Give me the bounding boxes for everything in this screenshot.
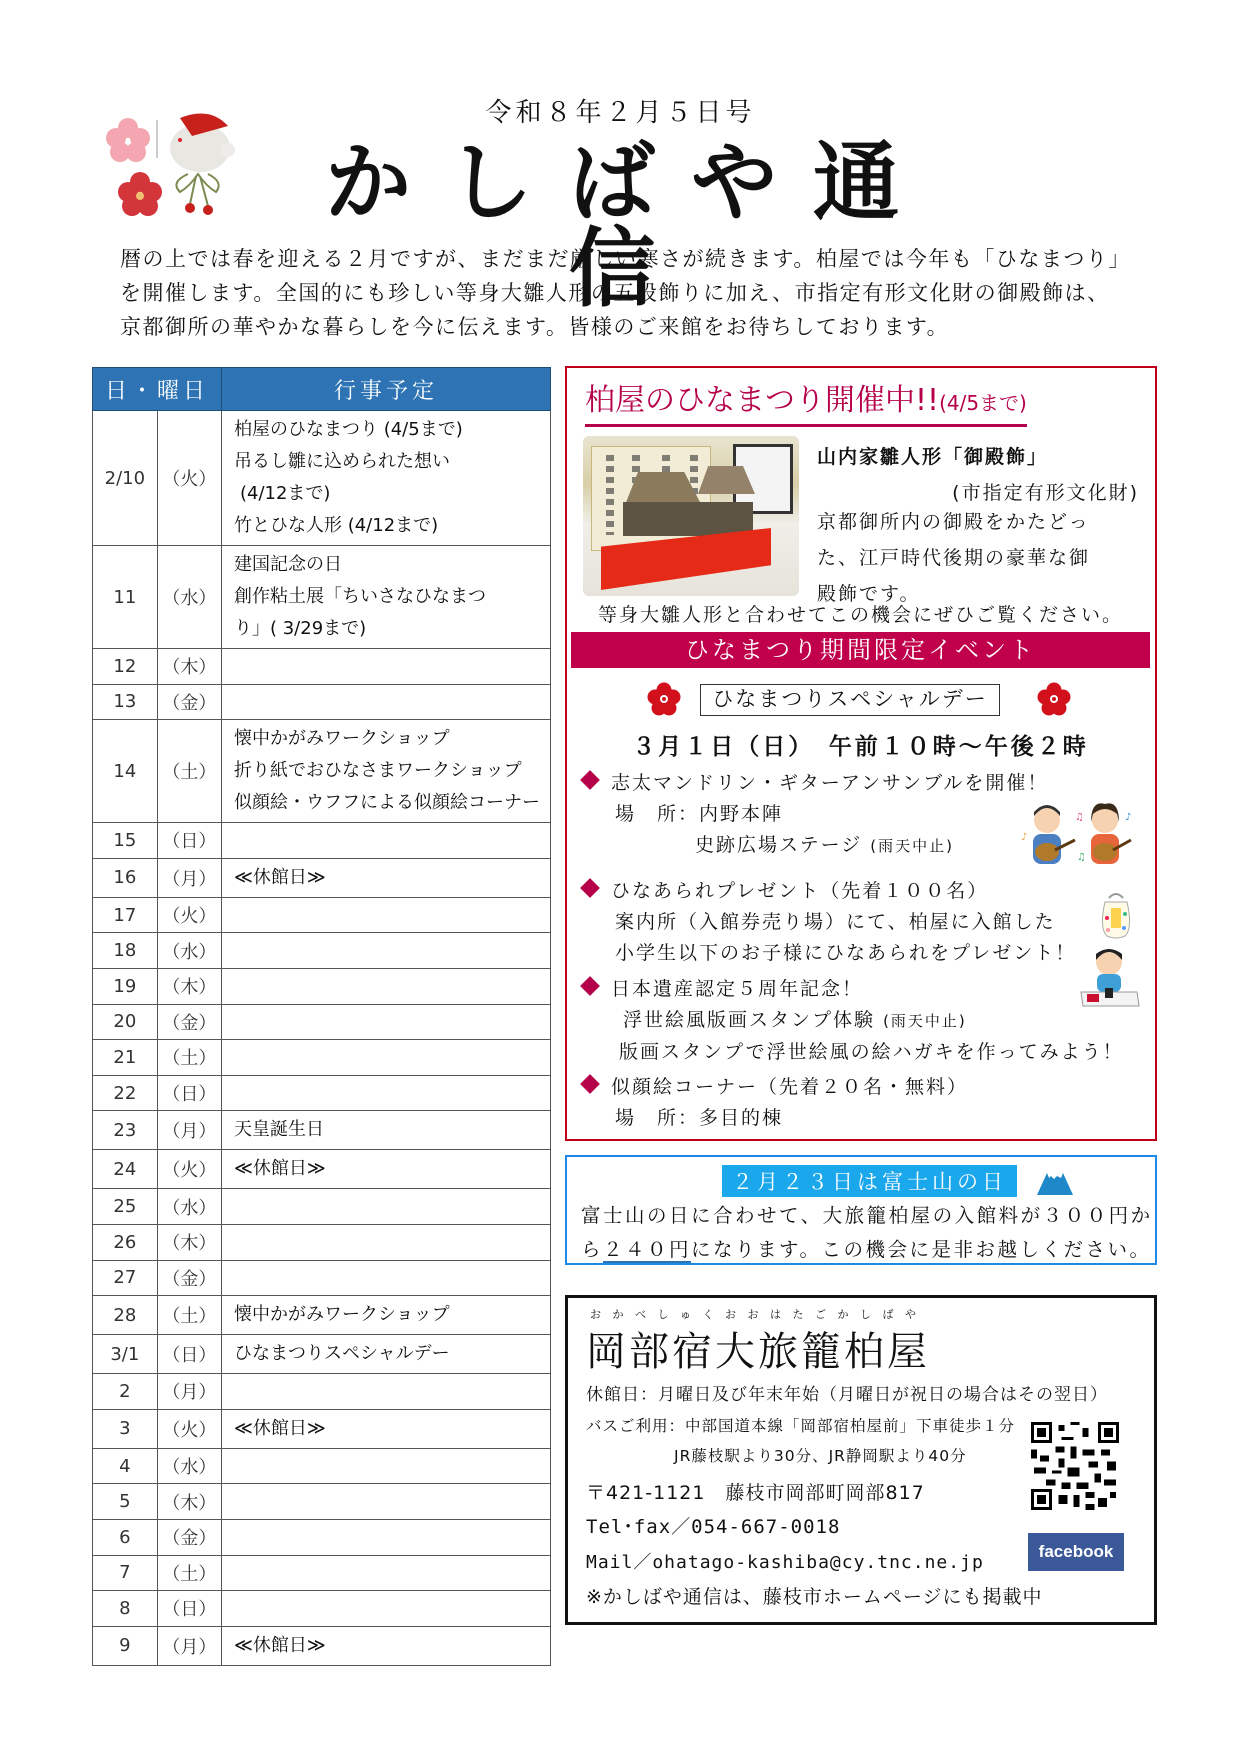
table-row xyxy=(93,1260,551,1296)
photo-caption-body xyxy=(817,504,1147,612)
events-cell xyxy=(221,649,550,685)
caption-line: 京都御所内の御殿をかたどっ xyxy=(817,511,1090,533)
weekday-cell: （木） xyxy=(157,968,221,1004)
intro-line: 暦の上では春を迎える２月ですが、まだまだ厳しい寒さが続きます。柏屋では今年も「ひなまつり」 xyxy=(120,247,1131,271)
event-item-title: 日本遺産認定５周年記念！ xyxy=(611,978,864,1000)
table-row xyxy=(93,1075,551,1111)
events-cell xyxy=(221,823,550,859)
weekday-cell: （木） xyxy=(157,649,221,685)
events-cell xyxy=(221,546,550,649)
event-schedule-table xyxy=(92,367,551,1666)
event-item-title: 志太マンドリン・ギターアンサンブルを開催！ xyxy=(611,772,1049,794)
table-row xyxy=(93,1626,551,1665)
date-cell: 14 xyxy=(93,720,158,823)
events-cell xyxy=(221,1519,550,1555)
table-row xyxy=(93,1591,551,1627)
date-cell: 28 xyxy=(93,1296,158,1335)
date-cell: 9 xyxy=(93,1626,158,1665)
weekday-cell: （木） xyxy=(157,1224,221,1260)
caption-line: た、江戸時代後期の豪華な御 xyxy=(817,547,1091,569)
events-cell xyxy=(221,1374,550,1410)
date-cell: 15 xyxy=(93,823,158,859)
events-cell xyxy=(221,1335,550,1374)
table-row xyxy=(93,649,551,685)
date-cell: 3 xyxy=(93,1409,158,1448)
event-item-hinaarare xyxy=(579,876,1076,969)
hinamatsuri-panel xyxy=(565,366,1157,1141)
special-day-time: ３月１日（日） 午前１０時～午後２時 xyxy=(632,734,1089,760)
column-header-date: 日・曜日 xyxy=(93,368,222,411)
date-cell: 27 xyxy=(93,1260,158,1296)
weekday-cell: （土） xyxy=(157,720,221,823)
table-row xyxy=(93,684,551,720)
date-cell: 13 xyxy=(93,684,158,720)
venue-info-panel xyxy=(565,1295,1157,1625)
fuji-text-fragment: になります。この機会に是非お越しください。 xyxy=(691,1238,1152,1261)
event-item-stamp xyxy=(579,974,1124,1068)
events-cell xyxy=(221,720,550,823)
email-link[interactable]: Mail／ohatago-kashiba@cy.tnc.ne.jp xyxy=(586,1552,984,1573)
event-item-line: 版画スタンプで浮世絵風の絵ハガキを作ってみよう！ xyxy=(619,1041,1124,1063)
table-row xyxy=(93,1189,551,1225)
event-item-mandolin xyxy=(579,768,1048,862)
svg-text:♪: ♪ xyxy=(1125,812,1132,823)
table-row xyxy=(93,1296,551,1335)
newsletter-title: かしばや通信 xyxy=(325,133,935,319)
weekday-cell: （日） xyxy=(157,823,221,859)
rain-note: (雨天中止) xyxy=(883,1012,967,1030)
event-entry: 竹とひな人形 (4/12まで) xyxy=(233,515,439,536)
weekday-cell: （月） xyxy=(157,1111,221,1150)
weekday-cell: （火） xyxy=(157,411,221,546)
intro-paragraph xyxy=(120,242,1130,344)
table-row xyxy=(93,1224,551,1260)
date-cell: 8 xyxy=(93,1591,158,1627)
weekday-cell: （土） xyxy=(157,1296,221,1335)
events-cell xyxy=(221,1189,550,1225)
date-cell: 2/10 xyxy=(93,411,158,546)
weekday-cell: （金） xyxy=(157,1260,221,1296)
event-item-portrait xyxy=(579,1072,968,1134)
special-day-label: ひなまつりスペシャルデー xyxy=(700,684,1000,716)
limited-event-banner: ひなまつり期間限定イベント xyxy=(571,632,1150,668)
svg-text:♫: ♫ xyxy=(1075,812,1084,823)
event-entry: 建国記念の日 xyxy=(233,554,342,575)
event-item-title: ひなあられプレゼント（先着１００名） xyxy=(611,880,989,902)
event-item-line: 小学生以下のお子様にひなあられをプレゼント！ xyxy=(615,942,1077,964)
date-cell: 7 xyxy=(93,1555,158,1591)
event-entry: り」( 3/29まで) xyxy=(233,618,367,639)
musicians-illustration xyxy=(1017,800,1135,870)
date-cell: 19 xyxy=(93,968,158,1004)
date-cell: 2 xyxy=(93,1374,158,1410)
table-row xyxy=(93,411,551,546)
weekday-cell: （金） xyxy=(157,684,221,720)
date-cell: 23 xyxy=(93,1111,158,1150)
table-row xyxy=(93,933,551,969)
event-item-line: 浮世絵風版画スタンプ体験 xyxy=(623,1009,876,1031)
table-row xyxy=(93,1111,551,1150)
qr-code-icon[interactable] xyxy=(1031,1422,1119,1510)
date-cell: 24 xyxy=(93,1150,158,1189)
event-item-line: 場 所：内野本陣 xyxy=(615,803,784,825)
svg-text:♪: ♪ xyxy=(1021,832,1028,843)
event-entry: ≪休館日≫ xyxy=(233,1158,326,1180)
table-row xyxy=(93,1374,551,1410)
svg-text:♫: ♫ xyxy=(1077,852,1086,863)
date-cell: 3/1 xyxy=(93,1335,158,1374)
event-entry: 創作粘土展「ちいさなひなまつ xyxy=(233,586,486,607)
fuji-text-fragment: ら xyxy=(581,1238,604,1261)
diamond-bullet-icon xyxy=(580,878,600,898)
event-item-line: 案内所（入館券売り場）にて、柏屋に入館した xyxy=(615,911,1056,933)
table-row xyxy=(93,858,551,897)
mt-fuji-day-heading: ２月２３日は富士山の日 xyxy=(722,1165,1017,1197)
event-entry: 懐中かがみワークショップ xyxy=(233,728,450,750)
events-cell xyxy=(221,1111,550,1150)
postal-address: 〒421-1121 藤枝市岡部町岡部817 xyxy=(586,1482,925,1504)
stamp-boy-illustration xyxy=(1079,944,1141,1010)
weekday-cell: （月） xyxy=(157,858,221,897)
diamond-bullet-icon xyxy=(580,976,600,996)
mt-fuji-day-text xyxy=(581,1199,1153,1267)
diamond-bullet-icon xyxy=(580,1074,600,1094)
hinamatsuri-title xyxy=(585,382,1027,427)
plum-blossom-icon xyxy=(647,682,681,716)
homepage-note: ※かしばや通信は、藤枝市ホームページにも掲載中 xyxy=(586,1586,1043,1608)
facebook-link[interactable]: facebook xyxy=(1028,1533,1124,1571)
event-item-line: 場 所：多目的棟 xyxy=(615,1107,784,1129)
events-cell xyxy=(221,858,550,897)
photo-caption-designation: (市指定有形文化財) xyxy=(952,482,1139,504)
events-cell xyxy=(221,1260,550,1296)
events-cell xyxy=(221,684,550,720)
events-cell xyxy=(221,411,550,546)
table-row xyxy=(93,823,551,859)
table-row xyxy=(93,1150,551,1189)
table-row xyxy=(93,1335,551,1374)
events-cell xyxy=(221,1448,550,1484)
event-entry: 懐中かがみワークショップ xyxy=(233,1304,450,1326)
weekday-cell: （月） xyxy=(157,1626,221,1665)
event-entry: ≪休館日≫ xyxy=(233,1417,326,1439)
weekday-cell: （日） xyxy=(157,1335,221,1374)
event-entry: ≪休館日≫ xyxy=(233,866,326,888)
weekday-cell: （水） xyxy=(157,546,221,649)
events-cell xyxy=(221,897,550,933)
table-row xyxy=(93,1555,551,1591)
events-cell xyxy=(221,1040,550,1076)
date-cell: 20 xyxy=(93,1004,158,1040)
event-entry: 柏屋のひなまつり (4/5まで) xyxy=(233,419,463,440)
event-entry: ≪休館日≫ xyxy=(233,1634,326,1656)
fuji-text-line: 富士山の日に合わせて、大旅籠柏屋の入館料が３００円か xyxy=(581,1204,1153,1227)
table-header-row xyxy=(93,368,551,411)
weekday-cell: （日） xyxy=(157,1591,221,1627)
weekday-cell: （水） xyxy=(157,1448,221,1484)
table-row xyxy=(93,720,551,823)
table-row xyxy=(93,968,551,1004)
discounted-price: ２４０円 xyxy=(603,1238,692,1261)
weekday-cell: （土） xyxy=(157,1555,221,1591)
table-row xyxy=(93,1519,551,1555)
table-row xyxy=(93,546,551,649)
hinamatsuri-period: (4/5まで) xyxy=(939,391,1027,415)
events-cell xyxy=(221,1075,550,1111)
caption-line: 殿飾です。 xyxy=(817,583,921,605)
date-cell: 4 xyxy=(93,1448,158,1484)
weekday-cell: （金） xyxy=(157,1004,221,1040)
event-entry: 吊るし雛に込められた想い xyxy=(233,451,450,472)
hina-doll-photo xyxy=(583,436,799,596)
events-cell xyxy=(221,1150,550,1189)
table-row xyxy=(93,1040,551,1076)
event-entry: 天皇誕生日 xyxy=(233,1119,324,1141)
weekday-cell: （水） xyxy=(157,1189,221,1225)
date-cell: 12 xyxy=(93,649,158,685)
issue-date: 令和８年２月５日号 xyxy=(485,98,756,128)
column-header-events: 行事予定 xyxy=(221,368,550,411)
venue-name-ruby: おかべしゅくおおはたごかしばや xyxy=(590,1308,928,1321)
date-cell: 26 xyxy=(93,1224,158,1260)
events-cell xyxy=(221,1409,550,1448)
date-cell: 21 xyxy=(93,1040,158,1076)
table-row xyxy=(93,897,551,933)
table-row xyxy=(93,1448,551,1484)
closed-days: 休館日：月曜日及び年末年始（月曜日が祝日の場合はその翌日） xyxy=(586,1385,1108,1405)
events-cell xyxy=(221,1591,550,1627)
date-cell: 6 xyxy=(93,1519,158,1555)
events-cell xyxy=(221,1626,550,1665)
event-item-line: 史跡広場ステージ xyxy=(695,834,863,856)
rain-note: (雨天中止) xyxy=(870,837,955,855)
events-cell xyxy=(221,1224,550,1260)
weekday-cell: （水） xyxy=(157,933,221,969)
hinamatsuri-title-text: 柏屋のひなまつり開催中!! xyxy=(585,383,940,418)
intro-line: を開催します。全国的にも珍しい等身大雛人形の五段飾りに加え、市指定有形文化財の御殿飾は、 xyxy=(120,281,1110,305)
date-cell: 17 xyxy=(93,897,158,933)
photo-caption-footer: 等身大雛人形と合わせてこの機会にぜひご覧ください。 xyxy=(597,604,1123,626)
train-access: JR藤枝駅より30分、JR静岡駅より40分 xyxy=(674,1447,967,1465)
plum-blossom-icon xyxy=(1037,682,1071,716)
event-entry: (4/12まで) xyxy=(239,483,331,504)
table-row xyxy=(93,1409,551,1448)
events-cell xyxy=(221,1296,550,1335)
events-cell xyxy=(221,1555,550,1591)
event-entry: 折り紙でおひなさまワークショップ xyxy=(233,760,522,782)
venue-name: 岡部宿大旅籠柏屋 xyxy=(586,1329,930,1375)
weekday-cell: （木） xyxy=(157,1484,221,1520)
events-cell xyxy=(221,1004,550,1040)
event-item-title: 似顔絵コーナー（先着２０名・無料） xyxy=(611,1076,969,1098)
mt-fuji-day-panel xyxy=(565,1155,1157,1265)
date-cell: 25 xyxy=(93,1189,158,1225)
bus-access: バスご利用：中部国道本線「岡部宿柏屋前」下車徒歩１分 xyxy=(586,1417,1016,1435)
date-cell: 11 xyxy=(93,546,158,649)
events-cell xyxy=(221,933,550,969)
date-cell: 22 xyxy=(93,1075,158,1111)
hinaarare-bag-icon xyxy=(1097,888,1135,940)
date-cell: 16 xyxy=(93,858,158,897)
weekday-cell: （日） xyxy=(157,1075,221,1111)
event-entry: ひなまつりスペシャルデー xyxy=(233,1343,450,1365)
weekday-cell: （火） xyxy=(157,1409,221,1448)
date-cell: 18 xyxy=(93,933,158,969)
diamond-bullet-icon xyxy=(580,770,600,790)
intro-line: 京都御所の華やかな暮らしを今に伝えます。皆様のご来館をお待ちしております。 xyxy=(120,315,950,339)
weekday-cell: （月） xyxy=(157,1374,221,1410)
weekday-cell: （火） xyxy=(157,897,221,933)
events-cell xyxy=(221,968,550,1004)
mount-fuji-icon xyxy=(1037,1167,1073,1195)
events-cell xyxy=(221,1484,550,1520)
table-row xyxy=(93,1484,551,1520)
weekday-cell: （土） xyxy=(157,1040,221,1076)
photo-caption-title: 山内家雛人形「御殿飾」 xyxy=(817,446,1049,468)
schedule-body xyxy=(93,411,551,1666)
table-row xyxy=(93,1004,551,1040)
tel-fax: Tel･fax／054-667-0018 xyxy=(586,1516,841,1538)
weekday-cell: （金） xyxy=(157,1519,221,1555)
plum-blossom-icon xyxy=(106,118,162,216)
weekday-cell: （火） xyxy=(157,1150,221,1189)
event-entry: 似顔絵・ウフフによる似顔絵コーナー xyxy=(233,792,540,814)
date-cell: 5 xyxy=(93,1484,158,1520)
